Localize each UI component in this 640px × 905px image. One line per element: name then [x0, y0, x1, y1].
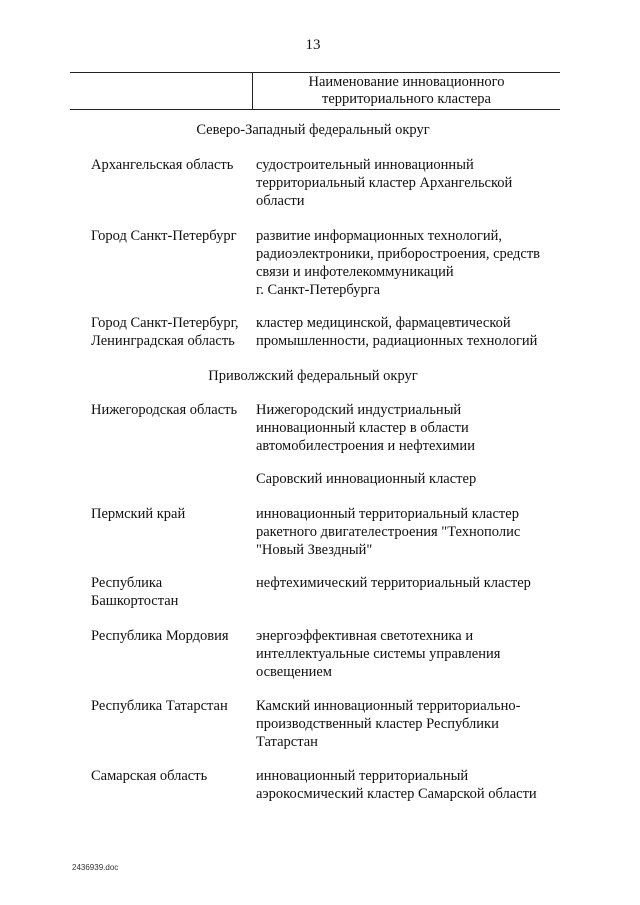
cluster-line: территориальный кластер Архангельской [256, 175, 513, 191]
column-title-cluster-name [253, 74, 560, 108]
column-title-line: территориального кластера [322, 91, 491, 107]
document-filename: 2436939.doc [72, 863, 119, 872]
cluster-line: связи и инфотелекоммуникаций [256, 264, 454, 280]
region-line: Республика Татарстан [91, 698, 228, 714]
region-name [91, 401, 256, 419]
cluster-name [256, 767, 566, 803]
cluster-name [256, 697, 566, 751]
region-line: Архангельская область [91, 157, 234, 173]
column-title-line: Наименование инновационного [308, 74, 505, 90]
cluster-line: Татарстан [256, 734, 318, 750]
cluster-line: автомобилестроения и нефтехимии [256, 438, 475, 454]
cluster-name [256, 156, 566, 210]
cluster-name [256, 627, 566, 681]
cluster-line: области [256, 193, 305, 209]
region-line: Республика Мордовия [91, 628, 229, 644]
cluster-line: кластер медицинской, фармацевтической [256, 315, 511, 331]
region-line: Самарская область [91, 768, 208, 784]
region-line: Город Санкт-Петербург, [91, 315, 239, 331]
cluster-line: энергоэффективная светотехника и [256, 628, 474, 644]
cluster-name [256, 227, 566, 299]
region-name [91, 505, 256, 523]
cluster-name [256, 401, 566, 455]
cluster-line: развитие информационных технологий, [256, 228, 503, 244]
region-name [91, 227, 256, 245]
cluster-line: г. Санкт-Петербурга [256, 282, 381, 298]
cluster-line: "Новый Звездный" [256, 542, 373, 558]
section-heading-northwest: Северо-Западный федеральный округ [196, 122, 430, 138]
section-heading-volga: Приволжский федеральный округ [208, 368, 418, 384]
cluster-line: интеллектуальные системы управления [256, 646, 501, 662]
region-line: Пермский край [91, 506, 186, 522]
region-line: Нижегородская область [91, 402, 238, 418]
cluster-line: Камский инновационный территориально- [256, 698, 521, 714]
region-name [91, 697, 256, 715]
region-line: Республика [91, 575, 163, 591]
cluster-line: производственный кластер Республики [256, 716, 499, 732]
cluster-name [256, 314, 566, 350]
cluster-line: Нижегородский индустриальный [256, 402, 462, 418]
page-number: 13 [305, 37, 321, 53]
cluster-line: освещением [256, 664, 332, 680]
region-line: Башкортостан [91, 593, 179, 609]
cluster-line: инновационный территориальный кластер [256, 506, 519, 522]
region-line: Город Санкт-Петербург [91, 228, 237, 244]
cluster-line: инновационный кластер в области [256, 420, 469, 436]
cluster-line: судостроительный инновационный [256, 157, 474, 173]
cluster-line: ракетного двигателестроения "Технополис [256, 524, 521, 540]
region-name [91, 767, 256, 785]
table-header [70, 72, 560, 110]
region-name [91, 627, 256, 645]
cluster-name [256, 505, 566, 559]
region-name [91, 574, 256, 610]
cluster-line: промышленности, радиационных технологий [256, 333, 538, 349]
region-name [91, 156, 256, 174]
cluster-line: нефтехимический территориальный кластер [256, 575, 531, 591]
cluster-line: радиоэлектроники, приборостроения, средств [256, 246, 541, 262]
cluster-name [256, 574, 566, 592]
cluster-line: аэрокосмический кластер Самарской области [256, 786, 537, 802]
cluster-line: Саровский инновационный кластер [256, 471, 477, 487]
cluster-line: инновационный территориальный [256, 768, 469, 784]
region-line: Ленинградская область [91, 333, 235, 349]
cluster-name [256, 470, 566, 488]
region-name [91, 314, 256, 350]
